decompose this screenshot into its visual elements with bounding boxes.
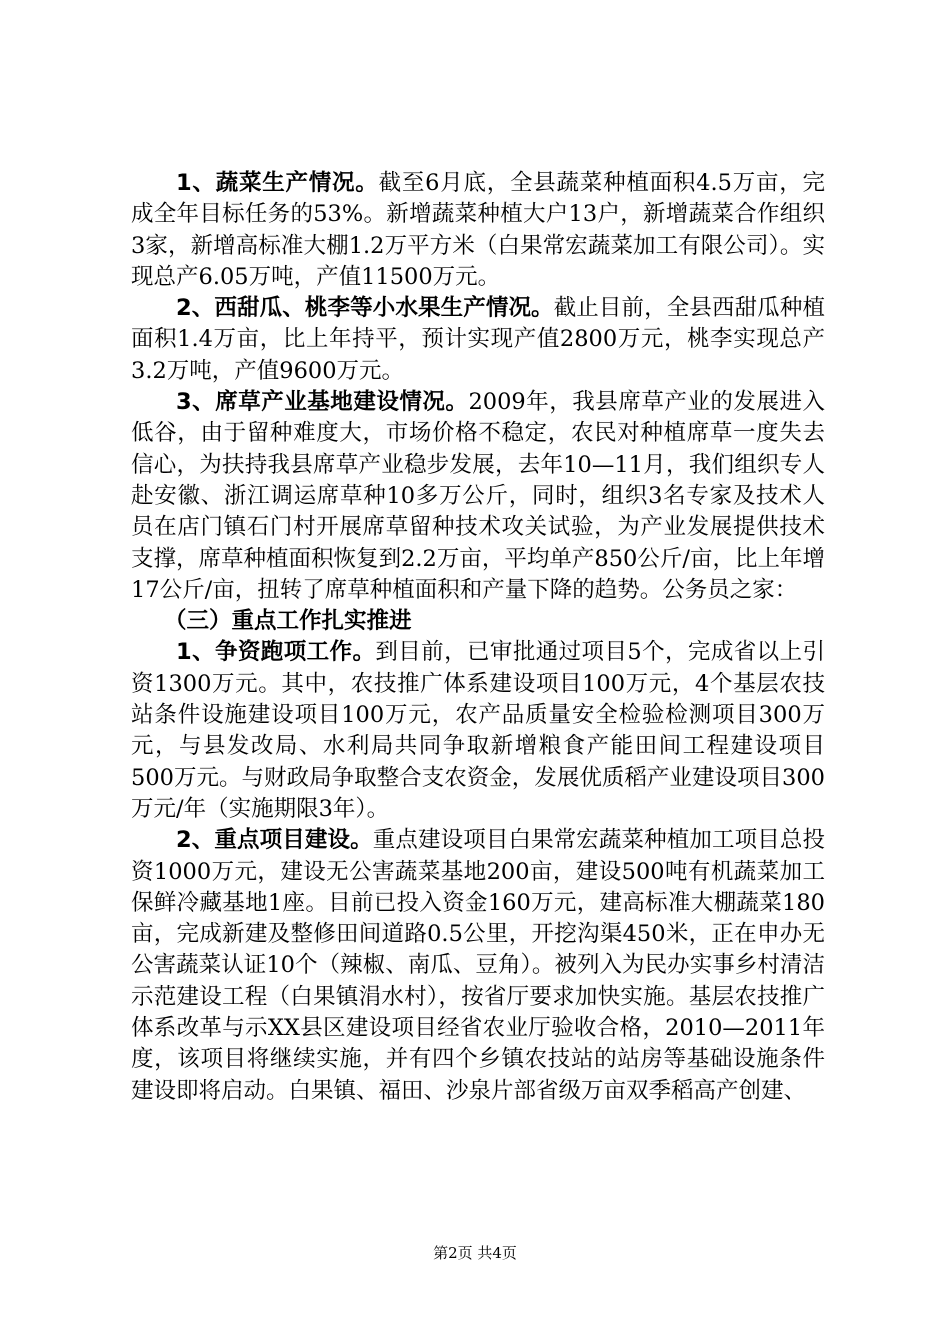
paragraph-lead: 1、蔬菜生产情况。 <box>176 170 379 196</box>
paragraph-fruit-production <box>131 293 825 387</box>
paragraph-key-projects <box>131 825 825 1107</box>
paragraph-text: 重点建设项目白果常宏蔬菜种植加工项目总投资1000万元，建设无公害蔬菜基地200亩，建设500吨有机蔬菜加工保鲜冷藏基地1座。目前已投入资金160万元，建高标准大棚蔬菜180亩，完成新建及整修田间道路0.5公里，开挖沟渠450米，正在申办无公害蔬菜认证10个（辣椒、南瓜、豆角）。被列入为民办实事乡村清洁示范建设工程（白果镇涓水村），按省厅要求加快实施。基层农技推广体系改革与示XX县区建设项目经省农业厅验收合格，2010—2011年度，该项目将继续实施，并有四个乡镇农技站的站房等基础设施条件建设即将启动。白果镇、福田、沙泉片部省级万亩双季稻高产创建、 <box>131 827 825 1104</box>
paragraph-funding-projects <box>131 637 825 825</box>
paragraph-rush-grass-base <box>131 387 825 606</box>
paragraph-text: 2009年，我县席草产业的发展进入低谷，由于留种难度大，市场价格不稳定，农民对种植席草一度失去信心，为扶持我县席草产业稳步发展，去年10—11月，我们组织专人赴安徽、浙江调运席草种10多万公斤，同时，组织3名专家及技术人员在店门镇石门村开展席草留种技术攻关试验，为产业发展提供技术支撑，席草种植面积恢复到2.2万亩，平均单产850公斤/亩，比上年增17公斤/亩，扭转了席草种植面积和产量下降的趋势。公务员之家： <box>131 389 826 603</box>
paragraph-text: 截止目前，全县西甜瓜种植面积1.4万亩，比上年持平，预计实现产值2800万元，桃李实现总产3.2万吨，产值9600万元。 <box>131 295 825 384</box>
paragraph-lead: 2、西甜瓜、桃李等小水果生产情况。 <box>176 295 554 322</box>
paragraph-lead: 2、重点项目建设。 <box>176 827 373 854</box>
section-heading: （三）重点工作扎实推进 <box>164 608 412 635</box>
page-number-footer: 第2页 共4页 <box>433 1244 517 1262</box>
paragraph-vegetable-production <box>131 168 825 293</box>
paragraph-lead: 1、争资跑项工作。 <box>176 639 376 666</box>
paragraph-text: 截至6月底，全县蔬菜种植面积4.5万亩，完成全年目标任务的53%。新增蔬菜种植大户13户，新增蔬菜合作组织3家，新增高标准大棚1.2万平方米（白果常宏蔬菜加工有限公司）。实现总产6.05万吨，产值11500万元。 <box>131 170 825 290</box>
paragraph-text: 到目前，已审批通过项目5个，完成省以上引资1300万元。其中，农技推广体系建设项目100万元，4个基层农技站条件设施建设项目100万元，农产品质量安全检验检测项目300万元，与县发改局、水利局共同争取新增粮食产能田间工程建设项目500万元。与财政局争取整合支农资金，发展优质稻产业建设项目300万元/年（实施期限3年）。 <box>131 639 825 822</box>
document-body <box>131 168 825 1107</box>
paragraph-lead: 3、席草产业基地建设情况。 <box>176 389 469 416</box>
